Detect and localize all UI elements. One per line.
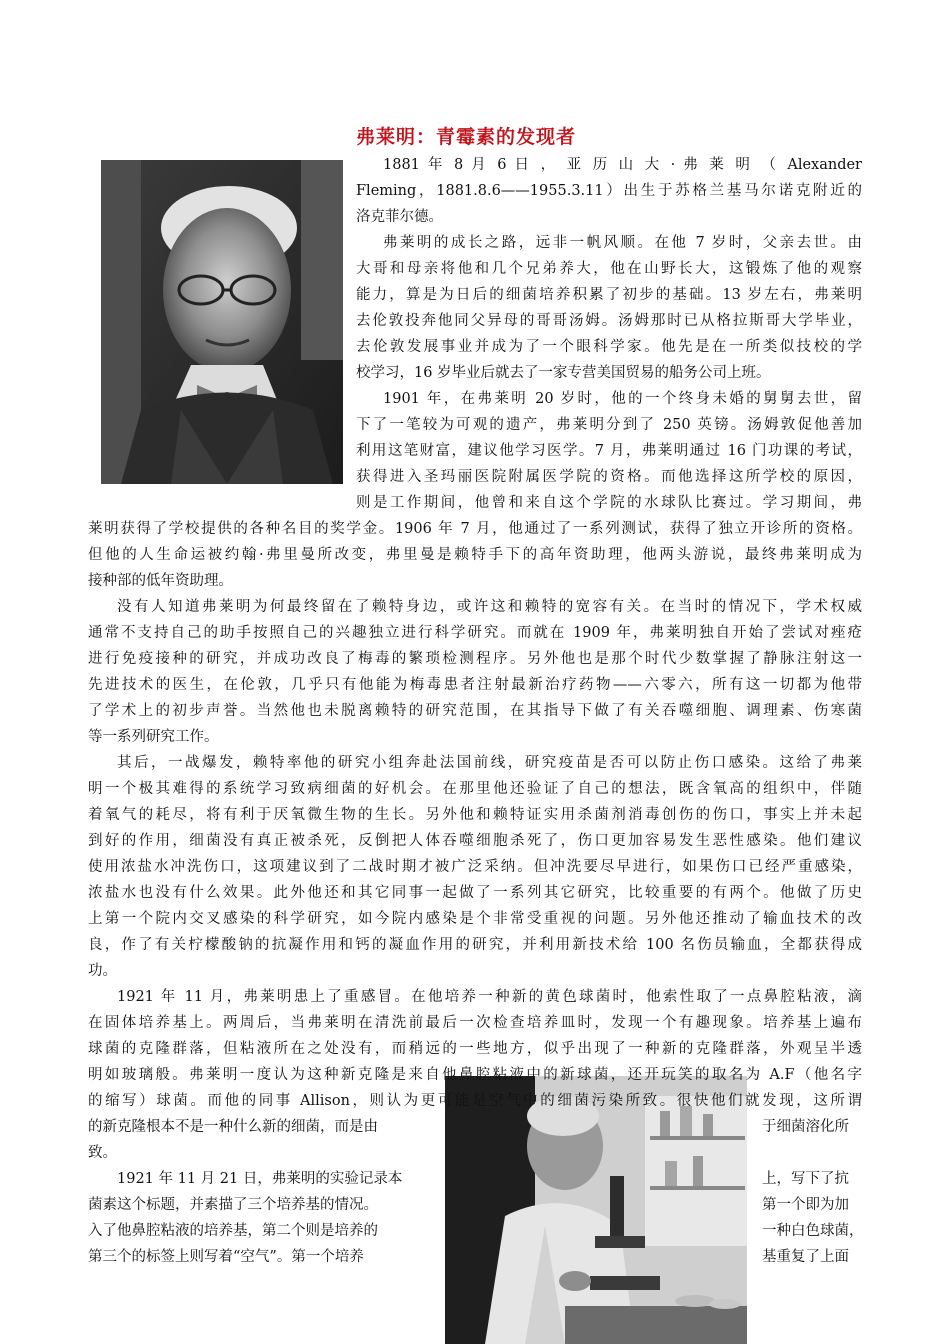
text-line: 大哥和母亲将他和几个兄弟养大，他在山野长大，这锻炼了他的观察 xyxy=(356,261,862,277)
portrait-photo xyxy=(101,160,343,484)
text-line: 1901 年，在弗莱明 20 岁时，他的一个终身未婚的舅舅去世，留 xyxy=(383,391,862,407)
text-line: 入了他鼻腔粘液的培养基，第二个则是培养的 xyxy=(88,1223,378,1239)
text-line: 的新克隆根本不是一种什么新的细菌，而是由 xyxy=(88,1119,378,1135)
text-line: 没有人知道弗莱明为何最终留在了赖特身边，或许这和赖特的宽容有关。在当时的情况下，学术权威 xyxy=(117,599,862,615)
text-line: 其后，一战爆发，赖特率他的研究小组奔赴法国前线，研究疫苗是否可以防止伤口感染。这给了弗莱 xyxy=(117,755,862,771)
text-line: 去伦敦投奔他同父异母的哥哥汤姆。汤姆那时已从格拉斯哥大学毕业， xyxy=(356,313,862,329)
text-line: 基重复了上面 xyxy=(762,1249,849,1265)
text-line: 先进技术的医生，在伦敦，几乎只有他能为梅毒患者注射最新治疗药物——六零六，所有这一切都为他带 xyxy=(88,677,862,693)
text-line: 致。 xyxy=(88,1145,117,1161)
laboratory-photo xyxy=(445,1076,747,1344)
text-line: 明一个极其难得的系统学习致病细菌的好机会。在那里他还验证了自己的想法，既含氧高的组织中，伴随 xyxy=(88,781,862,797)
text-line: 第一个即为加 xyxy=(762,1197,849,1213)
text-line: 弗莱明的成长之路，远非一帆风顺。在他 7 岁时，父亲去世。由 xyxy=(383,235,862,251)
laboratory-image xyxy=(445,1076,747,1344)
text-line: 浓盐水也没有什么效果。此外他还和其它同事一起做了一系列其它研究，比较重要的有两个。他做了历史 xyxy=(88,885,862,901)
text-line: 下了一笔较为可观的遗产，弗莱明分到了 250 英镑。汤姆敦促他善加 xyxy=(356,417,862,433)
text-line: 良，作了有关柠檬酸钠的抗凝作用和钙的凝血作用的研究，并利用新技术给 100 名伤员输血，全都获得成 xyxy=(88,937,862,953)
text-line: 的缩写）球菌。而他的同事 Allison，则认为更可能是空气中的细菌污染所致。很快他们就发现，这所谓 xyxy=(88,1093,862,1109)
text-line: 第三个的标签上则写着“空气”。第一个培养 xyxy=(88,1249,364,1265)
text-line: 了学术上的初步声誉。当然他也未脱离赖特的研究范围，在其指导下做了有关吞噬细胞、调理素、伤寒菌 xyxy=(88,703,862,719)
text-line: 到好的作用，细菌没有真正被杀死，反倒把人体吞噬细胞杀死了，伤口更加容易发生恶性感染。他们建议 xyxy=(88,833,862,849)
text-line: 校学习，16 岁毕业后就去了一家专营美国贸易的船务公司上班。 xyxy=(356,365,771,381)
text-line: 菌素这个标题，并素描了三个培养基的情况。 xyxy=(88,1197,378,1213)
text-line: 一种白色球菌， xyxy=(762,1223,864,1239)
text-line: 莱明获得了学校提供的各种名目的奖学金。1906 年 7 月，他通过了一系列测试，获得了独立开诊所的资格。 xyxy=(88,521,862,537)
text-line: 使用浓盐水冲洗伤口，这项建议到了二战时期才被广泛采纳。但冲洗要尽早进行，如果伤口已经严重感染， xyxy=(88,859,862,875)
page-title: 弗莱明：青霉素的发现者 xyxy=(356,126,577,148)
text-line: 于细菌溶化所 xyxy=(762,1119,849,1135)
text-line: 球菌的克隆群落，但粘液所在之处没有，而稍远的一些地方，似乎出现了一种新的克隆群落，外观呈半透 xyxy=(88,1041,862,1057)
text-line: 通常不支持自己的助手按照自己的兴趣独立进行科学研究。而就在 1909 年，弗莱明独自开始了尝试对痤疮 xyxy=(88,625,862,641)
portrait-image xyxy=(101,160,343,484)
text-line: 能力，算是为日后的细菌培养积累了初步的基础。13 岁左右，弗莱明 xyxy=(356,287,862,303)
text-line: 明如玻璃般。弗莱明一度认为这种新克隆是来自他鼻腔粘液中的新球菌，还开玩笑的取名为 A.F（他名字 xyxy=(88,1067,862,1083)
text-line: 进行免疫接种的研究，并成功改良了梅毒的繁琐检测程序。另外他也是那个时代少数掌握了静脉注射这一 xyxy=(88,651,862,667)
text-line: 去伦敦发展事业并成为了一个眼科学家。他先是在一所类似技校的学 xyxy=(356,339,862,355)
text-line: 着氧气的耗尽，将有利于厌氧微生物的生长。另外他和赖特证实用杀菌剂消毒创伤的伤口，事实上并未起 xyxy=(88,807,862,823)
text-line: Fleming，1881.8.6——1955.3.11）出生于苏格兰基马尔诺克附近的 xyxy=(356,183,862,199)
text-line: 1921 年 11 月 21 日，弗莱明的实验记录本 xyxy=(117,1171,403,1187)
text-line: 但他的人生命运被约翰·弗里曼所改变，弗里曼是赖特手下的高年资助理，他两头游说，最终弗莱明成为 xyxy=(88,547,862,563)
text-line: 功。 xyxy=(88,963,117,979)
text-line: 利用这笔财富，建议他学习医学。7 月，弗莱明通过 16 门功课的考试， xyxy=(356,443,862,459)
text-line: 获得进入圣玛丽医院附属医学院的资格。而他选择这所学校的原因， xyxy=(356,469,862,485)
text-line: 上，写下了抗 xyxy=(762,1171,849,1187)
text-line: 1921 年 11 月，弗莱明患上了重感冒。在他培养一种新的黄色球菌时，他索性取了一点鼻腔粘液，滴 xyxy=(117,989,862,1005)
text-line: 则是工作期间，他曾和来自这个学院的水球队比赛过。学习期间，弗 xyxy=(356,495,862,511)
text-line: 上第一个院内交叉感染的科学研究，如今院内感染是个非常受重视的问题。另外他还推动了输血技术的改 xyxy=(88,911,862,927)
text-line: 1881 年 8 月 6 日 ， 亚 历 山 大 · 弗 莱 明 （ Alexander xyxy=(383,157,862,173)
text-line: 等一系列研究工作。 xyxy=(88,729,219,745)
text-line: 接种部的低年资助理。 xyxy=(88,573,233,589)
text-line: 在固体培养基上。两周后，当弗莱明在清洗前最后一次检查培养皿时，发现一个有趣现象。培养基上遍布 xyxy=(88,1015,862,1031)
text-line: 洛克菲尔德。 xyxy=(356,209,443,225)
